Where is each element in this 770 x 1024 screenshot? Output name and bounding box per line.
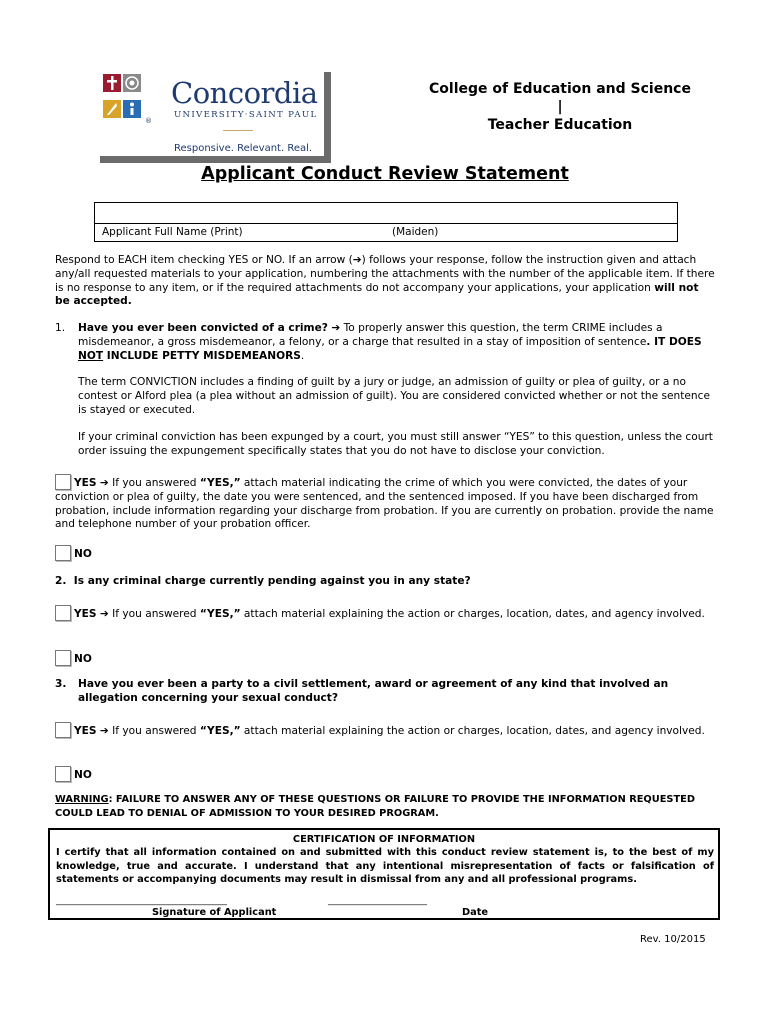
q1-question: Have you ever been convicted of a crime? ➔ To properly answer this question, the term CRIME includes a misdemeanor, a gross misdemeanor, a felony, or a charge that resulted in a stay of imposition of sentence. IT DOES NOT INCLUDE PETTY MISDEMEANORS. xyxy=(78,322,702,362)
certification-heading: CERTIFICATION OF INFORMATION xyxy=(292,834,476,845)
date-line[interactable]: ______________________ xyxy=(328,896,427,906)
registered-mark: ® xyxy=(145,117,152,125)
concordia-logo xyxy=(95,70,335,162)
applicant-name-field[interactable] xyxy=(94,202,678,224)
logo-subtitle: UNIVERSITY·SAINT PAUL xyxy=(174,110,318,120)
seal-tile-icon xyxy=(123,74,141,92)
arrow-icon: ➔ xyxy=(99,608,109,620)
page-title: Applicant Conduct Review Statement xyxy=(201,164,569,184)
q3-yes-checkbox[interactable] xyxy=(55,722,71,738)
arrow-icon: ➔ xyxy=(331,322,341,334)
certification-text: I certify that all information contained on and submitted with this conduct review statement is, to the best of my knowledge, true and accurate. I understand that any intentional misrepresentation of facts or falsification of statements or accompanying documents may result in dismissal from any and all professional programs. xyxy=(56,847,714,885)
cross-tile-icon xyxy=(103,74,121,92)
logo-divider xyxy=(223,130,253,131)
name-labels-row xyxy=(94,223,678,242)
full-name-label: Applicant Full Name (Print) xyxy=(102,226,243,238)
q1-number: 1. xyxy=(55,322,66,334)
quill-tile-icon xyxy=(103,100,121,118)
signature-label: Signature of Applicant xyxy=(152,907,277,918)
signature-line[interactable]: ______________________________________ xyxy=(56,896,227,906)
info-tile-icon xyxy=(123,100,141,118)
department-header xyxy=(410,80,710,134)
department-name: Teacher Education xyxy=(487,117,633,133)
q1-conviction-definition: The term CONVICTION includes a finding of guilt by a jury or judge, an admission of guilty or plea of guilty, or a no contest or Alford plea (a plea without an admission of guilt). You are considered convicted whether or not the sentence is stayed or executed. xyxy=(78,376,710,416)
arrow-icon: ➔ xyxy=(99,725,109,737)
q1-yes-option: YES ➔ If you answered “YES,” attach material indicating the crime of which you were convicted, the dates of your conviction or plea of guilty, the date you were sentenced, and the sentenced imposed. If you have been discharged from probation, include information regarding your discharge from probation. If you are currently on probation. provide the name and telephone number of your probation officer. xyxy=(55,474,715,532)
college-name: College of Education and Science xyxy=(429,81,691,97)
q3-no-checkbox[interactable] xyxy=(55,766,71,782)
date-label: Date xyxy=(462,907,489,918)
q3-no-option: NO xyxy=(55,766,92,782)
instructions: Respond to EACH item checking YES or NO. If an arrow (➔) follows your response, follow the instruction given and attach any/all requested materials to your application, numbering the attachments with the number of the applicable item. If there is no response to any item, or if the required attachments do not accompany your applications, your application will not be accepted. xyxy=(55,254,715,308)
q3-question: Have you ever been a party to a civil settlement, award or agreement of any kind that involved an allegation concerning your sexual conduct? xyxy=(78,678,669,704)
logo-shadow-bottom xyxy=(100,156,331,163)
q1-no-option: NO xyxy=(55,545,92,561)
q3-yes-option: YES ➔ If you answered “YES,” attach material explaining the action or charges, location, dates, and agency involved. xyxy=(55,722,715,739)
arrow-icon: ➔ xyxy=(352,254,362,266)
revision-date: Rev. 10/2015 xyxy=(640,934,706,945)
q2-question: 2. Is any criminal charge currently pending against you in any state? xyxy=(55,575,471,587)
q2-no-checkbox[interactable] xyxy=(55,650,71,666)
q2-no-option: NO xyxy=(55,650,92,666)
q1-yes-checkbox[interactable] xyxy=(55,474,71,490)
q2-yes-option: YES ➔ If you answered “YES,” attach material explaining the action or charges, location, dates, and agency involved. xyxy=(55,605,715,622)
logo-tagline: Responsive. Relevant. Real. xyxy=(174,143,313,154)
logo-wordmark: Concordia xyxy=(171,76,318,110)
department-separator: | xyxy=(557,99,563,115)
q3-number: 3. xyxy=(55,678,67,690)
warning-notice: WARNING: FAILURE TO ANSWER ANY OF THESE QUESTIONS OR FAILURE TO PROVIDE THE INFORMATION REQUESTED COULD LEAD TO DENIAL OF ADMISSION TO YOUR DESIRED PROGRAM. xyxy=(55,794,695,819)
certification-box xyxy=(48,828,720,920)
q2-yes-checkbox[interactable] xyxy=(55,605,71,621)
q1-expungement-note: If your criminal conviction has been expunged by a court, you must still answer “YES” to this question, unless the court order issuing the expungement specifically states that you do not have to disclose your conviction. xyxy=(78,431,713,457)
q1-no-checkbox[interactable] xyxy=(55,545,71,561)
logo-shadow-right xyxy=(324,72,331,163)
maiden-name-label: (Maiden) xyxy=(392,226,439,238)
arrow-icon: ➔ xyxy=(99,477,109,489)
